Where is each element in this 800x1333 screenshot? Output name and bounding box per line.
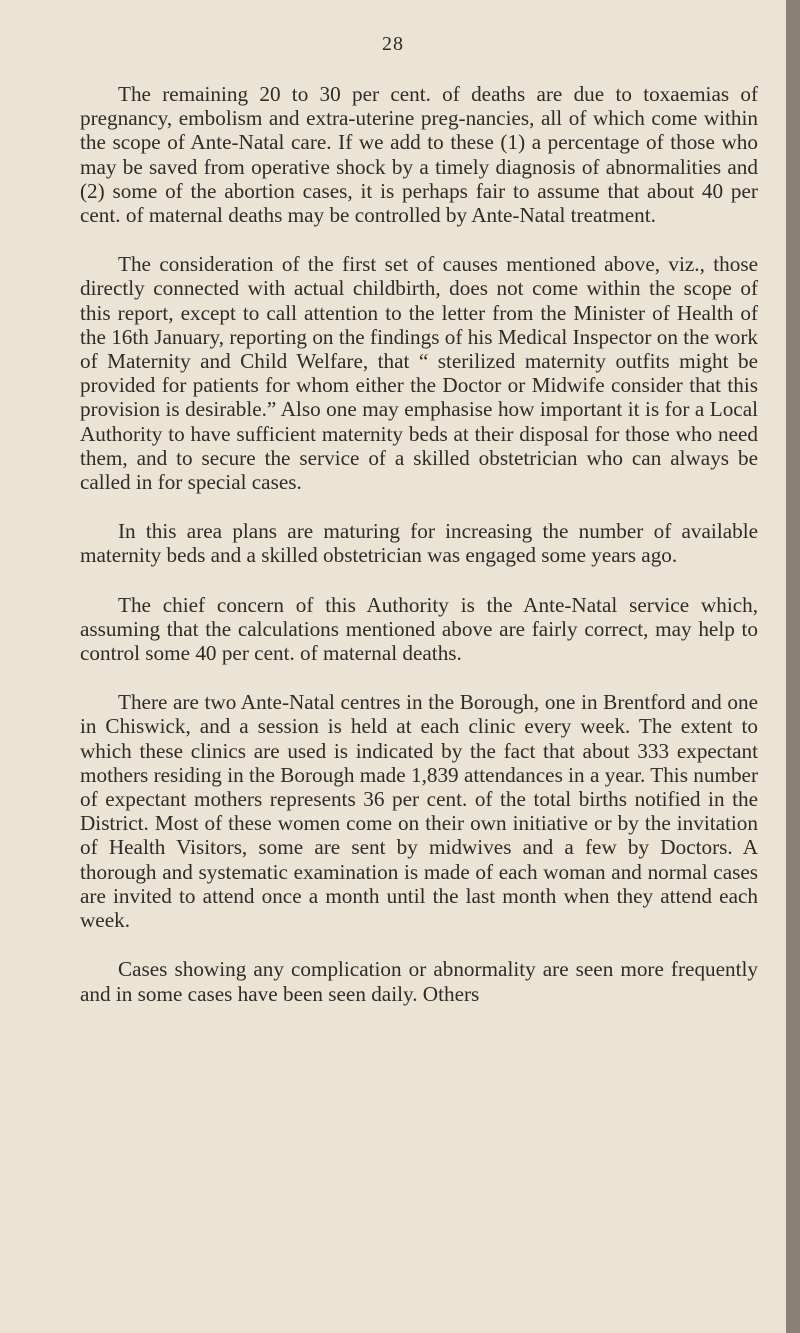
paragraph-complications: Cases showing any complication or abnormality are seen more frequently and in some cases have been seen daily. Others: [80, 957, 758, 1006]
page-number: 28: [382, 33, 404, 55]
page-edge: [786, 0, 800, 1333]
paragraph-ante-natal-centres: There are two Ante-Natal centres in the Borough, one in Brentford and one in Chiswick, and a session is held at each clinic every week. The extent to which these clinics are used is indicated by the fact that about 333 expectant mothers residing in the Borough made 1,839 attendances in a year. This number of expectant mothers represents 36 per cent. of the total births notified in the District. Most of these women come on their own initiative or by the invitation of Health Visitors, some are sent by midwives and a few by Doctors. A thorough and systematic examination is made of each woman and normal cases are invited to attend once a month until the last month when they attend each week.: [80, 690, 758, 933]
paragraph-first-set-of-causes: The consideration of the first set of causes mentioned above, viz., those directly connected with actual childbirth, does not come within the scope of this report, except to call attention to the letter from the Minister of Health of the 16th January, reporting on the findings of his Medical Inspector on the work of Maternity and Child Welfare, that “ sterilized maternity outfits might be provided for patients for whom either the Doctor or Midwife consider that this provision is desirable.” Also one may emphasise how important it is for a Local Authority to have sufficient maternity beds at their disposal for those who need them, and to secure the service of a skilled obstetrician who can always be called in for special cases.: [80, 252, 758, 495]
paragraph-ante-natal-service: The chief concern of this Authority is the Ante-Natal service which, assuming that the calculations mentioned above are fairly correct, may help to control some 40 per cent. of maternal deaths.: [80, 592, 758, 666]
paragraph-maternity-beds-plans: In this area plans are maturing for increasing the number of available maternity beds and a skilled obstetrician was engaged some years ago.: [80, 519, 758, 568]
body-text: [80, 82, 758, 1031]
paragraph-toxaemias: The remaining 20 to 30 per cent. of deaths are due to toxaemias of pregnancy, embolism and extra-uterine preg-nancies, all of which come within the scope of Ante-Natal care. If we add to these (1) a percentage of those who may be saved from operative shock by a timely diagnosis of abnormalities and (2) some of the abortion cases, it is perhaps fair to assume that about 40 per cent. of maternal deaths may be controlled by Ante-Natal treatment.: [80, 82, 758, 228]
